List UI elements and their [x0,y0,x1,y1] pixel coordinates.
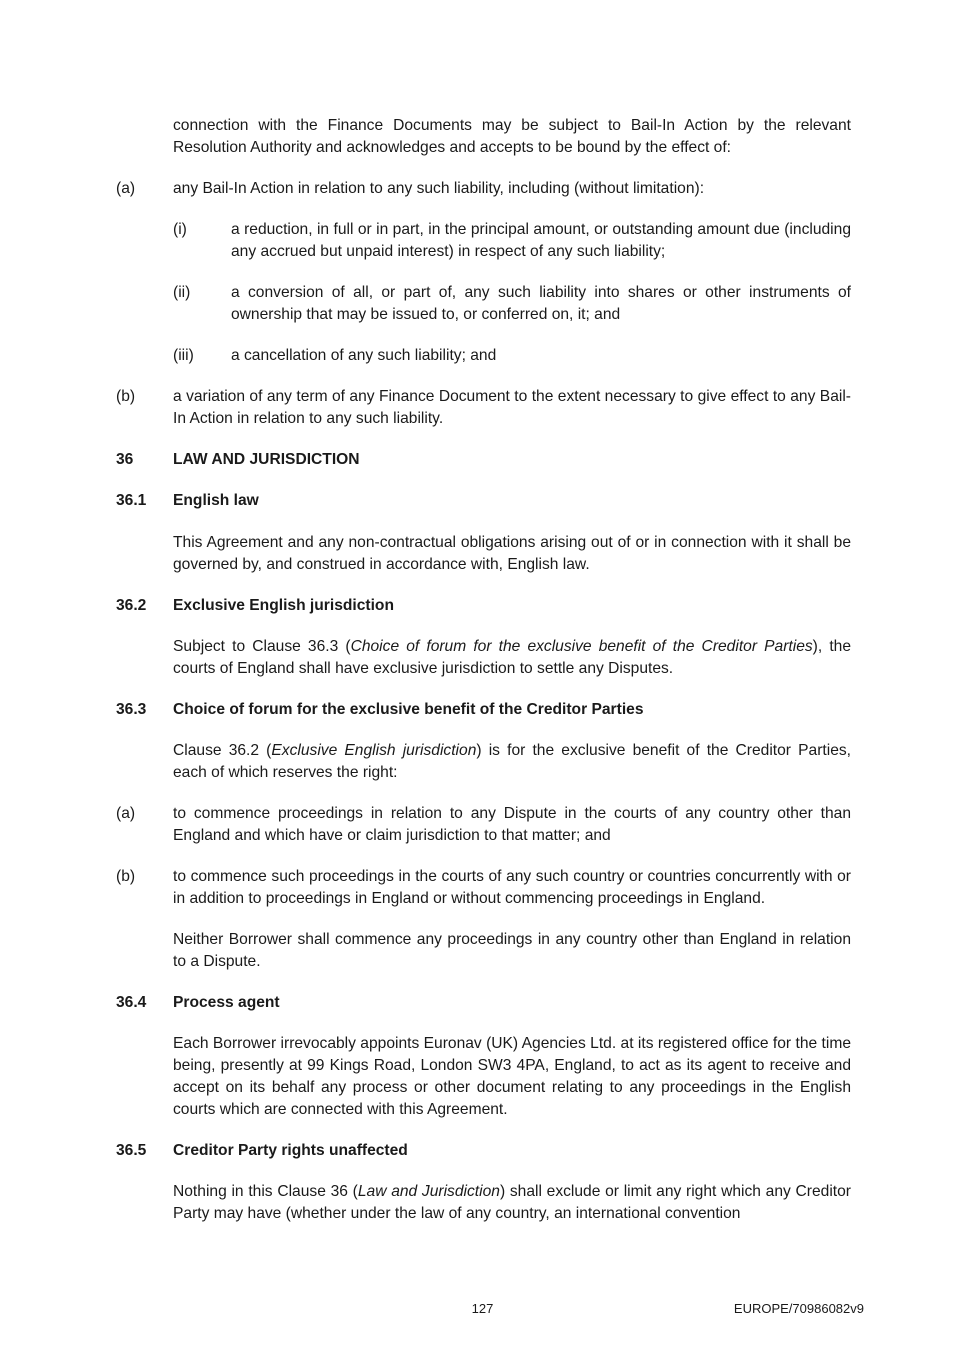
clause-36-2-title: Exclusive English jurisdiction [173,597,394,614]
clause-36-3-text: Clause 36.2 (Exclusive English jurisdiction) is for the exclusive benefit of the Creditor Parties, each of which reserves the right: [173,742,852,781]
clause-36-5-number: 36.5 [116,1142,147,1159]
clause-36-1-title: English law [173,492,259,509]
clause-36-3-b-text: to commence such proceedings in the courts of any such country or countries concurrently with or in addition to proceedings in England or without commencing proceedings in England. [173,868,851,907]
item-b-label: (b) [116,388,136,405]
clause-36-5-text: Nothing in this Clause 36 (Law and Jurisdiction) shall exclude or limit any right which any Creditor Party may have (whether under the law of any country, an international convention [173,1183,851,1222]
item-a-label: (a) [116,180,136,197]
item-i-text: a reduction, in full or in part, in the principal amount, or outstanding amount due (including any accrued but unpaid interest) in respect of any such liability; [231,221,851,260]
clause-36-3-a-label: (a) [116,805,136,822]
item-ii-label: (ii) [173,284,191,301]
clause-36-5-title: Creditor Party rights unaffected [173,1142,408,1159]
clause-36-3-closing-text: Neither Borrower shall commence any proceedings in any country other than England in relation to a Dispute. [173,931,851,970]
item-iii-text: a cancellation of any such liability; and [231,347,497,364]
clause-36-number: 36 [116,451,134,468]
clause-36-3-number: 36.3 [116,701,147,718]
clause-36-4-title: Process agent [173,994,280,1011]
clause-36-title: LAW AND JURISDICTION [173,451,360,468]
item-i-label: (i) [173,221,187,238]
intro-paragraph: connection with the Finance Documents may be subject to Bail-In Action by the relevant Resolution Authority and acknowledges and accepts to be bound by the effect of: [173,117,851,156]
clause-36-2-number: 36.2 [116,597,147,614]
item-iii-label: (iii) [173,347,194,364]
clause-36-2-text: Subject to Clause 36.3 (Choice of forum for the exclusive benefit of the Creditor Parties), the courts of England shall have exclusive jurisdiction to settle any Disputes. [173,638,851,677]
clause-36-3-a-text: to commence proceedings in relation to any Dispute in the courts of any country other than England and which have or claim jurisdiction to that matter; and [173,805,851,844]
clause-36-1-text: This Agreement and any non-contractual obligations arising out of or in connection with it shall be governed by, and construed in accordance with, English law. [173,534,851,573]
clause-36-3-b-label: (b) [116,868,136,885]
item-ii-text: a conversion of all, or part of, any such liability into shares or other instruments of ownership that may be issued to, or conferred on, it; and [231,284,851,323]
clause-36-4-text: Each Borrower irrevocably appoints Euronav (UK) Agencies Ltd. at its registered office for the time being, presently at 99 Kings Road, London SW3 4PA, England, to act as its agent to receive and accept on its behalf any process or other document relating to any proceedings in the English courts which are connected with this Agreement. [173,1035,851,1118]
document-reference: EUROPE/70986082v9 [733,1301,864,1316]
clause-36-1-number: 36.1 [116,492,147,509]
page-number: 127 [471,1301,494,1316]
clause-36-3-title: Choice of forum for the exclusive benefit of the Creditor Parties [173,701,644,718]
item-b-text: a variation of any term of any Finance Document to the extent necessary to give effect to any Bail-In Action in relation to any such liability. [173,388,851,427]
clause-36-4-number: 36.4 [116,994,147,1011]
item-a-text: any Bail-In Action in relation to any such liability, including (without limitation): [173,180,705,197]
